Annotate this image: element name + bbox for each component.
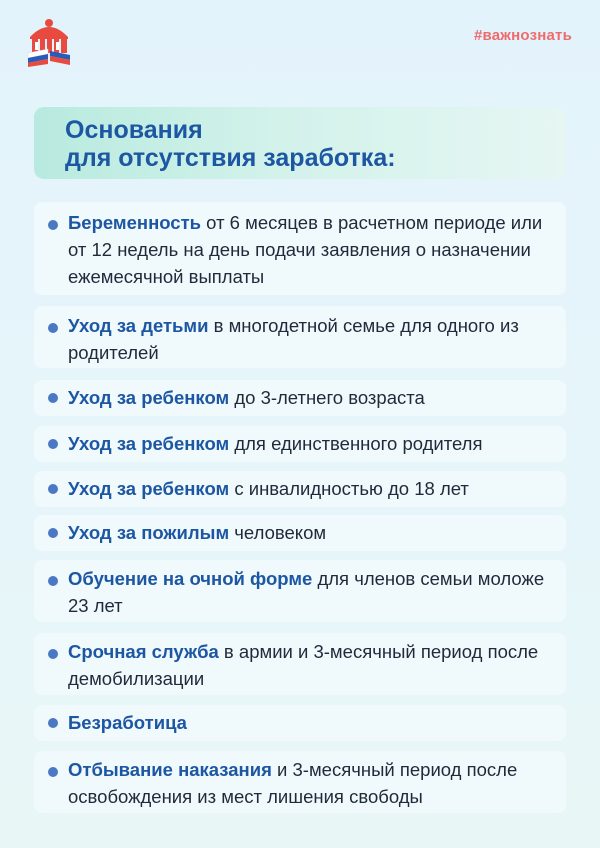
list-item — [34, 306, 566, 368]
list-item — [34, 515, 566, 551]
item-text: с инвалидностью до 18 лет — [229, 478, 469, 499]
bullet-icon — [48, 576, 58, 586]
item-bold: Отбывание наказания — [68, 759, 272, 780]
list-item — [34, 471, 566, 507]
bullet-icon — [48, 767, 58, 777]
bullet-icon — [48, 718, 58, 728]
title-banner — [34, 107, 566, 179]
hashtag-label: #важнознать — [474, 27, 572, 44]
list-item — [34, 560, 566, 622]
item-bold: Уход за пожилым — [68, 522, 230, 543]
item-bold: Обучение на очной форме — [68, 568, 313, 589]
item-bold: Беременность — [68, 212, 202, 233]
list-item — [34, 380, 566, 416]
bullet-icon — [48, 393, 58, 403]
list-item — [34, 202, 566, 295]
pfr-logo-icon — [26, 15, 72, 67]
item-text: для единственного родителя — [229, 433, 483, 454]
list-item — [34, 751, 566, 813]
item-text: в армии и 3-месячный период после демобилизации — [68, 641, 539, 689]
list-item — [34, 426, 566, 462]
item-text: в многодетной семье для одного из родителей — [68, 315, 519, 363]
item-bold: Уход за детьми — [68, 315, 209, 336]
item-text: и 3-месячный период после освобождения из мест лишения свободы — [68, 759, 518, 807]
item-text: от 6 месяцев в расчетном периоде или от 12 недель на день подачи заявления о назначении ежемесячной выплаты — [68, 212, 543, 287]
item-bold: Срочная служба — [68, 641, 219, 662]
item-bold: Уход за ребенком — [68, 478, 230, 499]
bullet-icon — [48, 323, 58, 333]
list-item — [34, 633, 566, 695]
page-title-line1: Основания — [65, 116, 203, 144]
bullet-icon — [48, 528, 58, 538]
item-text: до 3-летнего возраста — [229, 387, 425, 408]
bullet-icon — [48, 220, 58, 230]
item-text: для членов семьи моложе 23 лет — [68, 568, 545, 616]
item-bold: Безработица — [68, 712, 187, 733]
bullet-icon — [48, 484, 58, 494]
bullet-icon — [48, 649, 58, 659]
list-item — [34, 705, 566, 741]
page-title-line2: для отсутствия заработка: — [65, 144, 396, 172]
item-bold: Уход за ребенком — [68, 387, 230, 408]
bullet-icon — [48, 439, 58, 449]
item-text: человеком — [229, 522, 327, 543]
item-bold: Уход за ребенком — [68, 433, 230, 454]
